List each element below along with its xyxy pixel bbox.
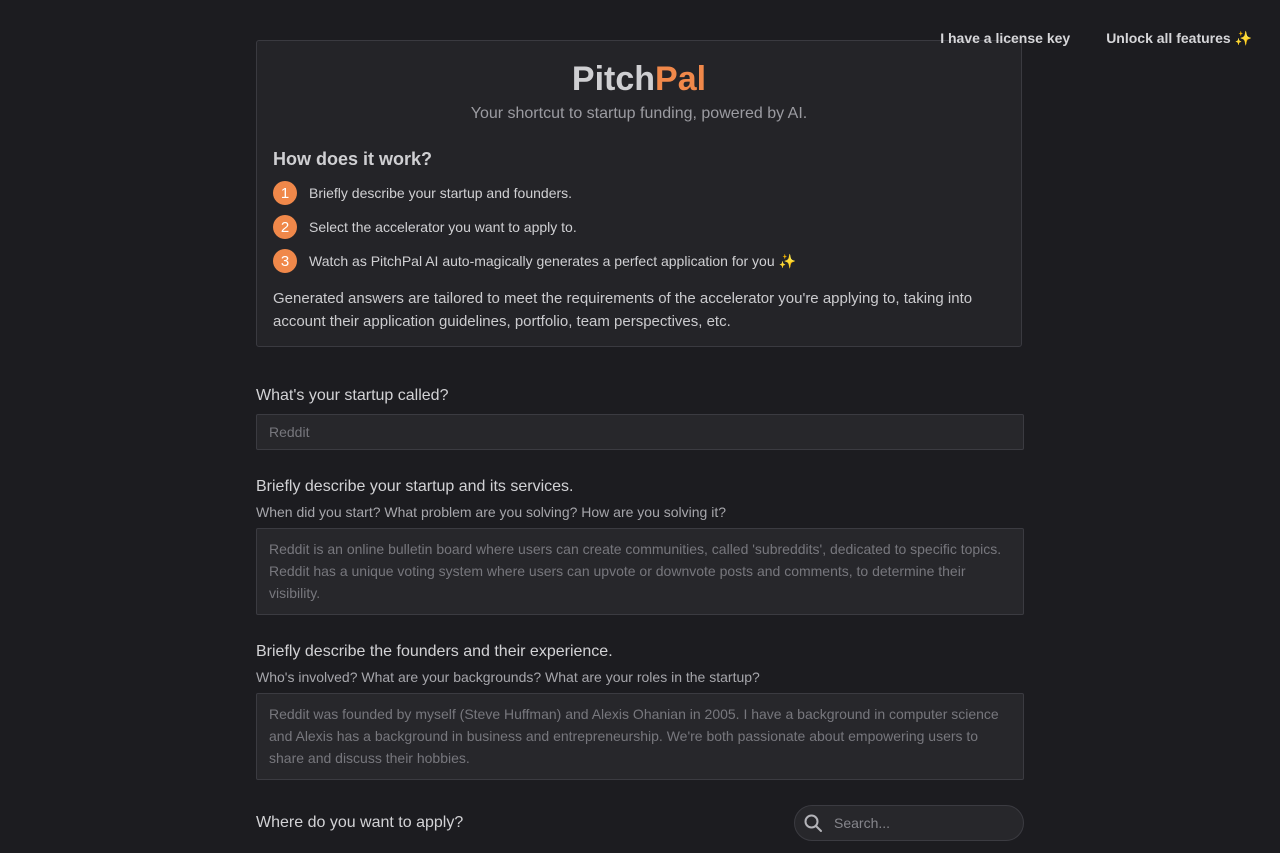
steps-list: [273, 181, 1005, 273]
search-icon: [803, 813, 823, 833]
step-number-badge: 2: [273, 215, 297, 239]
startup-description-section: [256, 477, 1024, 620]
accelerator-search-input[interactable]: [832, 814, 1016, 832]
step-item: [273, 215, 1005, 239]
brand-logo: [273, 59, 1005, 99]
license-key-link[interactable]: I have a license key: [940, 30, 1071, 46]
step-item: [273, 181, 1005, 205]
intro-card: [256, 40, 1022, 347]
apply-label: Where do you want to apply?: [256, 814, 464, 831]
unlock-features-link[interactable]: Unlock all features ✨: [1106, 30, 1252, 46]
startup-name-input[interactable]: [256, 414, 1024, 450]
apply-section: [256, 805, 1024, 841]
brand-part2: Pal: [655, 60, 707, 98]
startup-description-label: Briefly describe your startup and its services.: [256, 478, 574, 495]
step-text: Select the accelerator you want to apply to.: [309, 219, 577, 235]
accelerator-search[interactable]: [794, 805, 1024, 841]
how-it-works-heading: How does it work?: [273, 149, 433, 169]
brand-part1: Pitch: [571, 60, 656, 98]
startup-description-textarea[interactable]: [256, 528, 1024, 615]
startup-description-hint: When did you start? What problem are you solving? How are you solving it?: [256, 504, 727, 520]
step-number-badge: 3: [273, 249, 297, 273]
step-number-badge: 1: [273, 181, 297, 205]
step-text: Briefly describe your startup and founders.: [309, 185, 573, 201]
founders-section: [256, 642, 1024, 785]
top-nav: [940, 28, 1252, 48]
founders-textarea[interactable]: [256, 693, 1024, 780]
founders-hint: Who's involved? What are your backgrounds? What are your roles in the startup?: [256, 669, 760, 685]
startup-name-label: What's your startup called?: [256, 387, 449, 404]
step-text: Watch as PitchPal AI auto-magically generates a perfect application for you ✨: [309, 252, 796, 269]
founders-label: Briefly describe the founders and their experience.: [256, 643, 613, 660]
startup-name-section: [256, 386, 1024, 450]
tagline: Your shortcut to startup funding, powered by AI.: [470, 105, 808, 122]
generation-note: Generated answers are tailored to meet the requirements of the accelerator you're applying to, taking into account their application guidelines, portfolio, team perspectives, etc.: [273, 290, 973, 330]
step-item: [273, 249, 1005, 273]
